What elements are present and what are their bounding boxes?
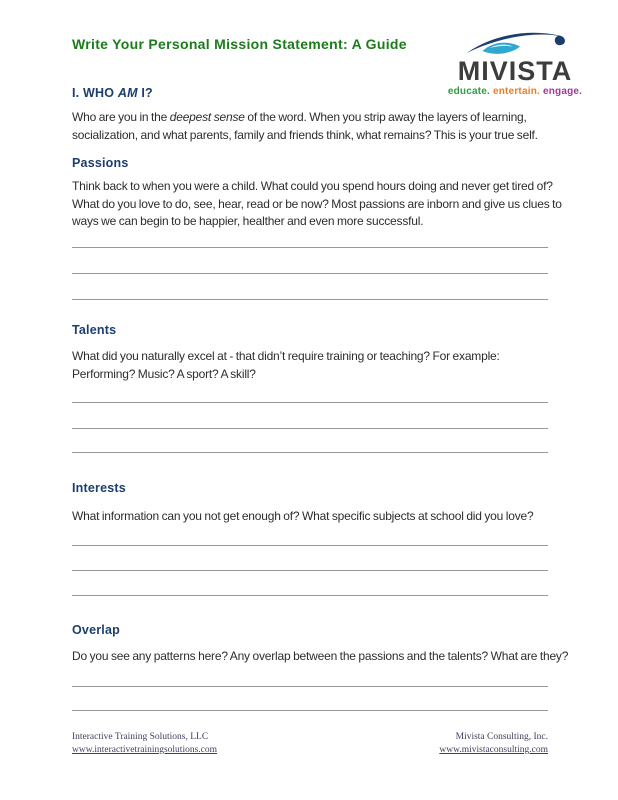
paragraph-line: Who are you in the deepest sense of the word. When you strip away the layers of learning, [72, 110, 527, 124]
paragraph-line: What information can you not get enough of? What specific subjects at school did you love? [72, 509, 534, 523]
paragraph-overlap [72, 648, 568, 666]
paragraph-line: Think back to when you were a child. What could you spend hours doing and never get tired of? [72, 179, 553, 193]
footer-company-left: Interactive Training Solutions, LLC [72, 732, 209, 742]
section-heading-overlap: Overlap [72, 623, 120, 637]
footer-company-right: Mivista Consulting, Inc. [455, 732, 548, 742]
section-heading-talents: Talents [72, 323, 117, 337]
writing-line [72, 299, 548, 300]
eye-icon [461, 26, 569, 60]
section-heading-interests: Interests [72, 481, 126, 495]
logo-wordmark: MIVISTA [457, 56, 573, 86]
tagline-engage: engage. [542, 86, 583, 97]
footer-link-left-url[interactable]: www.interactivetrainingsolutions.com [72, 745, 218, 755]
writing-line [72, 273, 548, 274]
paragraph-line: What did you naturally excel at - that didn’t require training or teaching? For example: [72, 349, 500, 363]
writing-line [72, 710, 548, 711]
paragraph-line: Performing? Music? A sport? A skill? [72, 366, 256, 381]
paragraph-line: ways we can begin to be happier, healther and even more successful. [72, 214, 424, 228]
paragraph-talents [72, 348, 568, 383]
paragraph-interests [72, 508, 568, 526]
writing-line [72, 452, 548, 453]
paragraph-line: Do you see any patterns here? Any overlap between the passions and the talents? What are they? [72, 649, 569, 663]
paragraph-line: socialization, and what parents, family and friends think, what remains? This is your true self. [72, 127, 538, 142]
footer-right [439, 731, 548, 757]
writing-line [72, 402, 548, 403]
heading-italic-text: AM [117, 86, 138, 100]
writing-line [72, 545, 548, 546]
tagline-entertain: entertain. [492, 86, 540, 97]
writing-line [72, 428, 548, 429]
heading-text: I? [137, 86, 153, 100]
writing-line [72, 247, 548, 248]
paragraph-line: What do you love to do, see, hear, read or be now? Most passions are inborn and give us clues to [72, 196, 562, 211]
writing-line [72, 595, 548, 596]
page-footer [72, 731, 548, 757]
writing-line [72, 570, 548, 571]
writing-line [72, 686, 548, 687]
footer-link-right-url[interactable]: www.mivistaconsulting.com [439, 745, 548, 755]
page-title: Write Your Personal Mission Statement: A Guide [72, 36, 407, 52]
footer-left [72, 731, 217, 757]
paragraph-passions [72, 178, 568, 231]
heading-text: I. WHO [72, 86, 118, 100]
section-heading-who-am-i [72, 86, 558, 100]
paragraph-who-am-i [72, 109, 568, 144]
section-heading-passions: Passions [72, 156, 129, 170]
tagline-educate: educate. [447, 86, 490, 97]
